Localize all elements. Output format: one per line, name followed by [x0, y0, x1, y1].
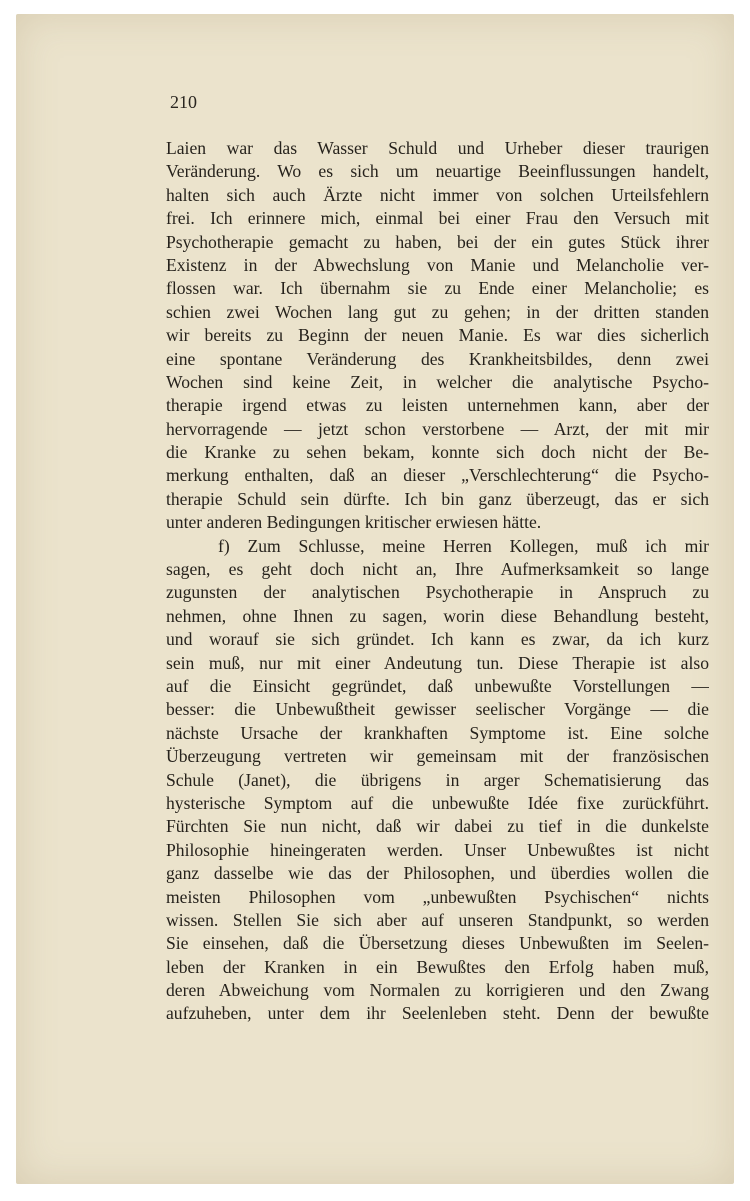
text-line: aufzuheben, unter dem ihr Seelenleben steht. Denn der bewußte	[166, 1003, 709, 1024]
text-line: nehmen, ohne Ihnen zu sagen, worin diese Behandlung besteht,	[166, 605, 709, 626]
text-line: therapie Schuld sein dürfte. Ich bin ganz überzeugt, das er sich	[166, 488, 709, 509]
text-line: sagen, es geht doch nicht an, Ihre Aufmerksamkeit so lange	[166, 559, 709, 580]
text-line: meisten Philosophen vom „unbewußten Psychischen“ nichts	[166, 886, 709, 907]
text-line: besser: die Unbewußtheit gewisser seelischer Vorgänge — die	[166, 699, 709, 720]
text-line: halten sich auch Ärzte nicht immer von solchen Urteilsfehlern	[166, 184, 709, 205]
body-text	[166, 137, 709, 1026]
text-line: zugunsten der analytischen Psychotherapie in Anspruch zu	[166, 582, 709, 603]
text-line: merkung enthalten, daß an dieser „Verschlechterung“ die Psycho-	[166, 465, 709, 486]
text-line: die Kranke zu sehen bekam, konnte sich doch nicht der Be-	[166, 442, 709, 463]
text-line: hysterische Symptom auf die unbewußte Idée fixe zurückführt.	[166, 792, 709, 813]
text-line: wir bereits zu Beginn der neuen Manie. Es war dies sicherlich	[166, 325, 709, 346]
page-number: 210	[170, 92, 197, 112]
text-line: therapie irgend etwas zu leisten unternehmen kann, aber der	[166, 395, 709, 416]
text-line: ganz dasselbe wie das der Philosophen, und überdies wollen die	[166, 863, 709, 884]
text-line: Philosophie hineingeraten werden. Unser Unbewußtes ist nicht	[166, 839, 709, 860]
text-line: leben der Kranken in ein Bewußtes den Erfolg haben muß,	[166, 956, 709, 977]
text-line: frei. Ich erinnere mich, einmal bei einer Frau den Versuch mit	[166, 208, 709, 229]
text-line: Sie einsehen, daß die Übersetzung dieses Unbewußten im Seelen-	[166, 933, 709, 954]
text-line: Psychotherapie gemacht zu haben, bei der ein gutes Stück ihrer	[166, 231, 709, 252]
text-line: deren Abweichung vom Normalen zu korrigieren und den Zwang	[166, 980, 709, 1001]
text-line: hervorragende — jetzt schon verstorbene — Arzt, der mit mir	[166, 418, 709, 439]
text-line: und worauf sie sich gründet. Ich kann es zwar, da ich kurz	[166, 629, 709, 650]
text-line: Überzeugung vertreten wir gemeinsam mit der französischen	[166, 746, 709, 767]
text-line: Wochen sind keine Zeit, in welcher die analytische Psycho-	[166, 371, 709, 392]
text-line: Veränderung. Wo es sich um neuartige Beeinflussungen handelt,	[166, 161, 709, 182]
text-line: nächste Ursache der krankhaften Symptome ist. Eine solche	[166, 722, 709, 743]
text-line: auf die Einsicht gegründet, daß unbewußte Vorstellungen —	[166, 675, 709, 696]
paragraph-start-line: f) Zum Schlusse, meine Herren Kollegen, muß ich mir	[218, 535, 709, 556]
text-line: Fürchten Sie nun nicht, daß wir dabei zu tief in die dunkelste	[166, 816, 709, 837]
text-line: wissen. Stellen Sie sich aber auf unseren Standpunkt, so werden	[166, 909, 709, 930]
text-line: schien zwei Wochen lang gut zu gehen; in der dritten standen	[166, 301, 709, 322]
text-line: Laien war das Wasser Schuld und Urheber dieser traurigen	[166, 138, 709, 158]
text-line: eine spontane Veränderung des Krankheitsbildes, denn zwei	[166, 348, 709, 369]
text-line: sein muß, nur mit einer Andeutung tun. Diese Therapie ist also	[166, 652, 709, 673]
text-line: Existenz in der Abwechslung von Manie und Melancholie ver-	[166, 254, 709, 275]
text-line: flossen war. Ich übernahm sie zu Ende einer Melancholie; es	[166, 278, 709, 299]
text-line: Schule (Janet), die übrigens in arger Schematisierung das	[166, 769, 709, 790]
text-line: unter anderen Bedingungen kritischer erwiesen hätte.	[166, 512, 542, 533]
